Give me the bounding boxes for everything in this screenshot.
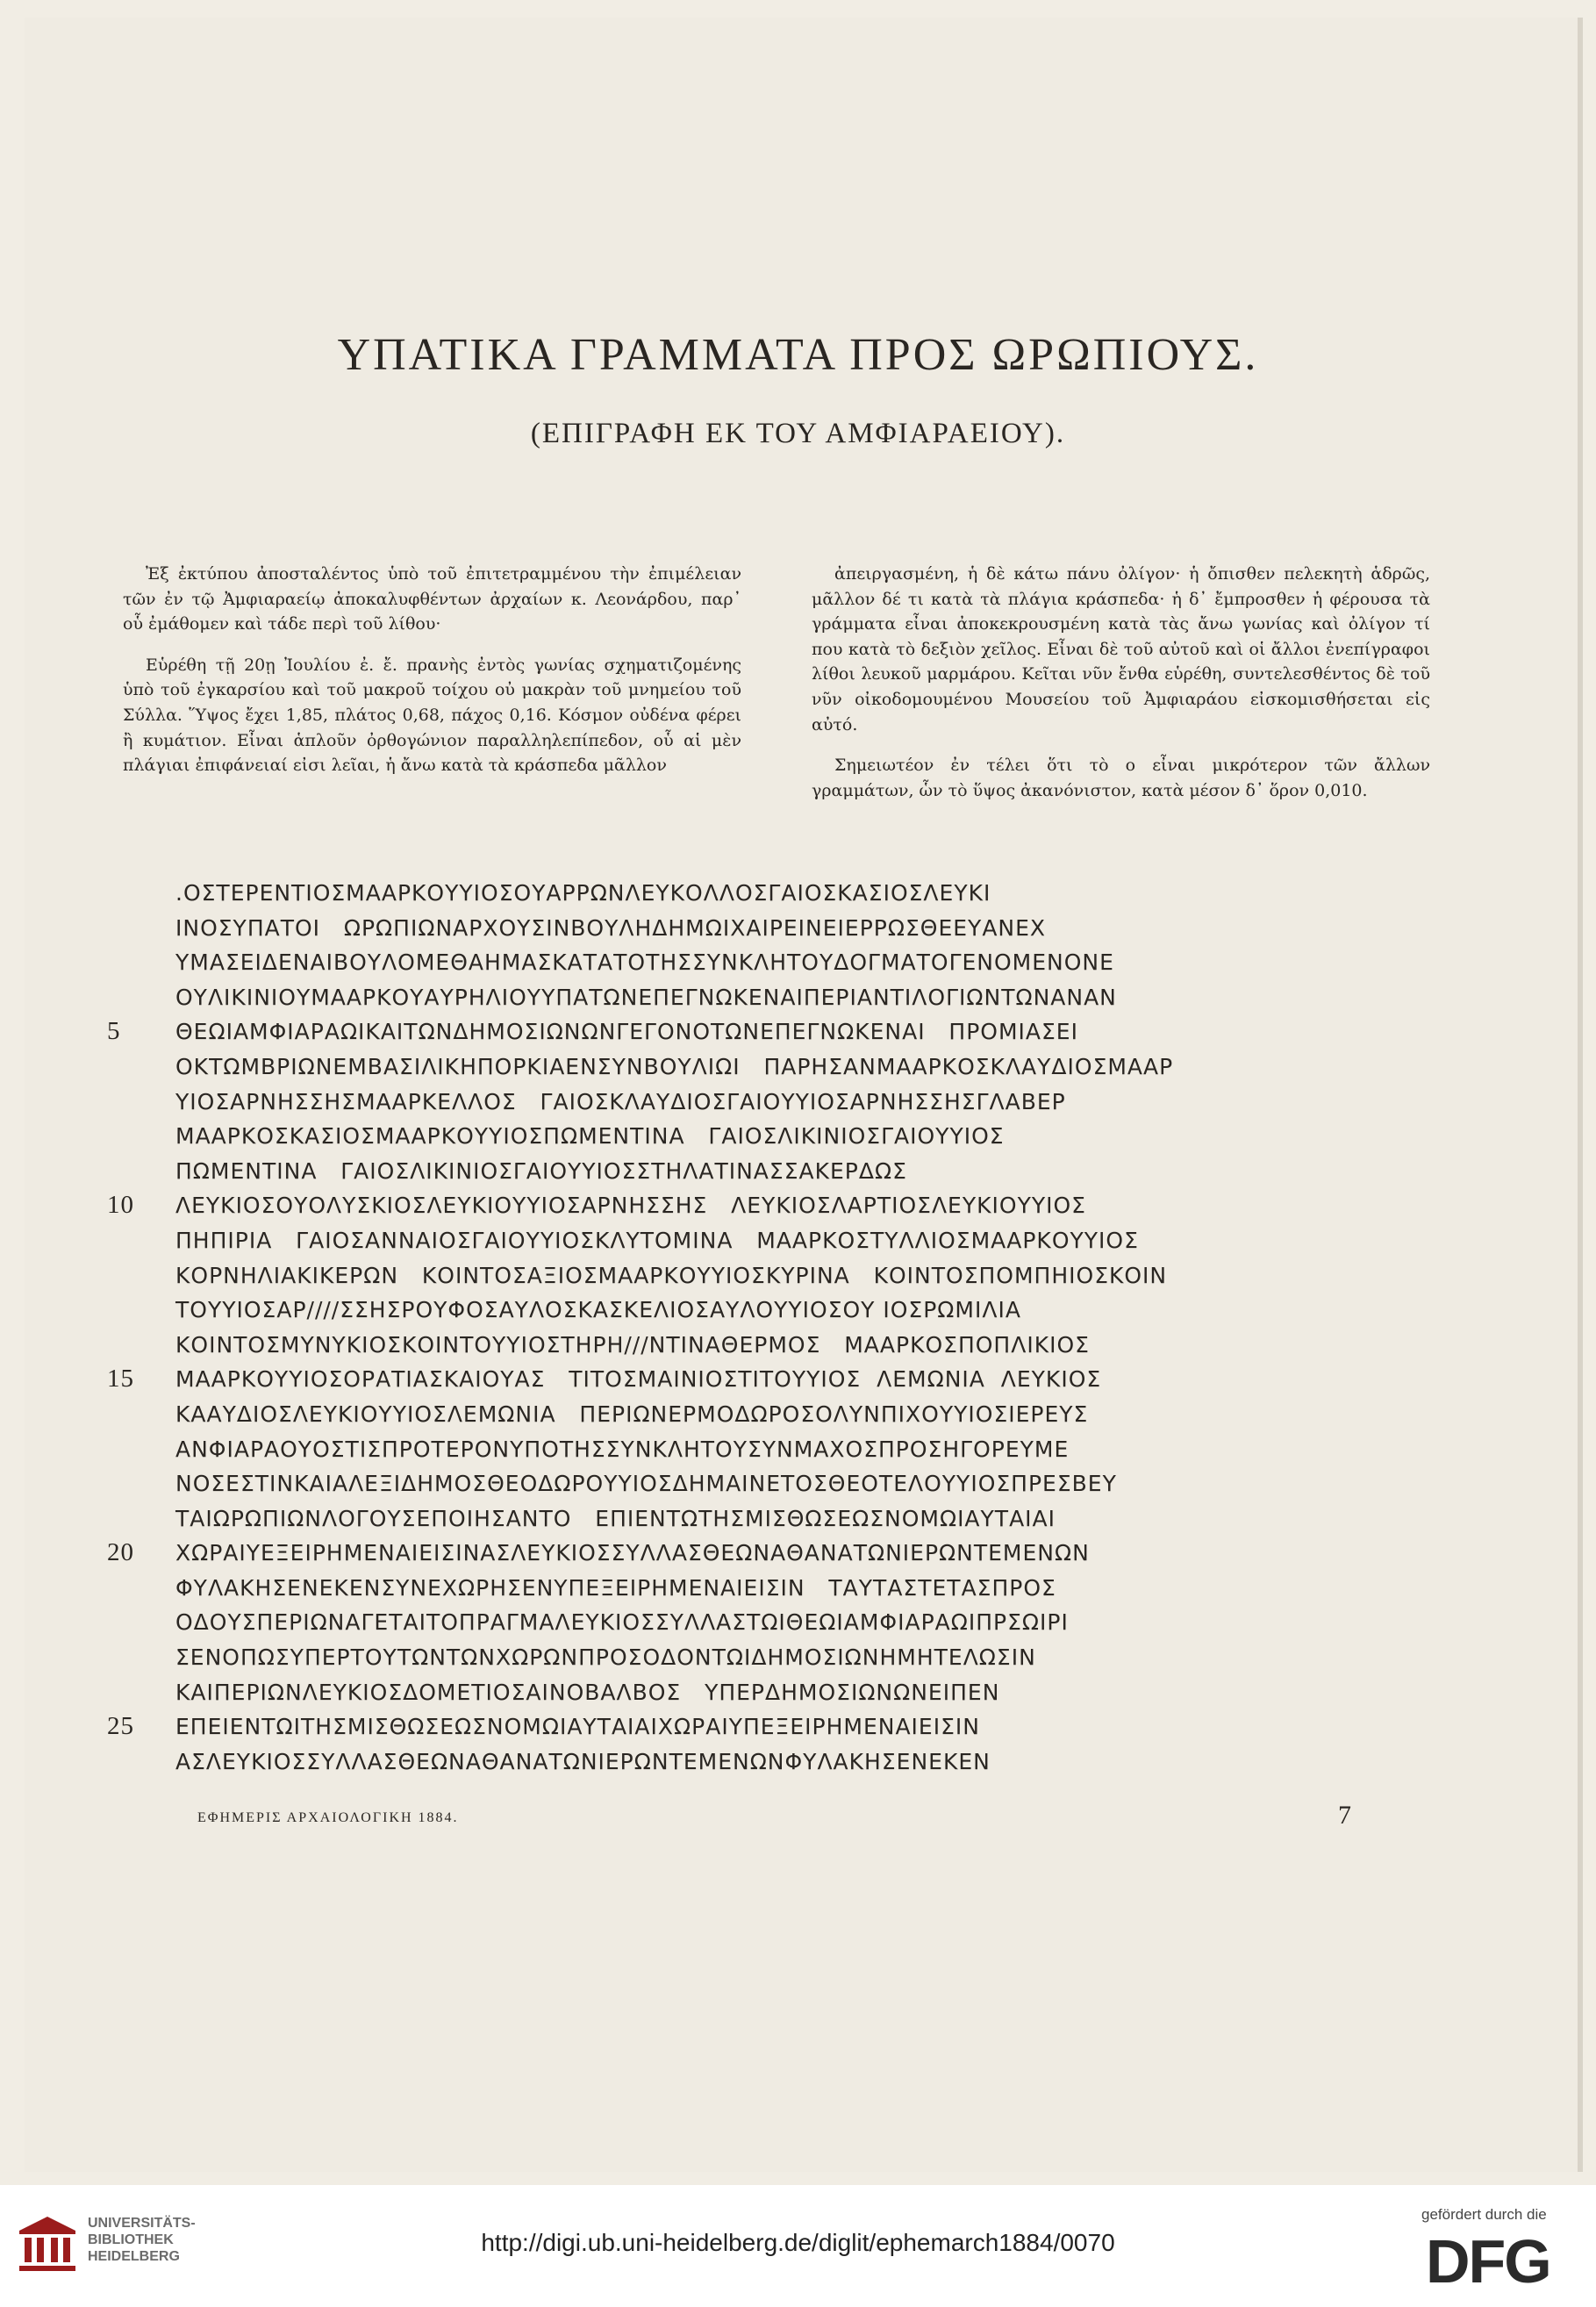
inscription-line — [175, 1432, 1448, 1467]
inscription-line — [175, 980, 1448, 1015]
inscription-text: ΟΚΤΩΜΒΡΙΩΝΕΜΒΑΣΙΛΙΚΗΠΟΡΚΙΑΕΝΣΥΝΒΟΥΛΙΩΙ ΠΑΡΗΣΑΝΜΑΑΡΚΟΣΚΛΑΥΔΙΟΣΜΑΑΡ — [175, 1053, 1174, 1079]
permalink-url[interactable]: http://digi.ub.uni-heidelberg.de/diglit/ephemarch1884/0070 — [481, 2229, 1115, 2256]
page-number: 7 — [1338, 1801, 1351, 1830]
inscription-line — [175, 1258, 1448, 1293]
running-head: ΕΦΗΜΕΡΙΣ ΑΡΧΑΙΟΛΟΓΙΚΗ 1884. — [197, 1810, 459, 1825]
inscription-text: ΕΠΕΙΕΝΤΩΙΤΗΣΜΙΣΘΩΣΕΩΣΝΟΜΩΙΑΥΤΑΙΑΙΧΩΡΑΙΥΠΕΞΕΙΡΗΜΕΝΑΙΕΙΣΙΝ — [175, 1714, 980, 1740]
inscription-text: ΤΑΙΩΡΩΠΙΩΝΛΟΓΟΥΣΕΠΟΙΗΣΑΝΤΟ ΕΠΙΕΝΤΩΤΗΣΜΙΣΘΩΣΕΩΣΝΟΜΩΙΑΥΤΑΙΑΙ — [175, 1505, 1056, 1531]
library-name-line: UNIVERSITÄTS- — [88, 2216, 196, 2231]
inscription-text: ΚΟΡΝΗΛΙΑΚΙΚΕΡΩΝ ΚΟΙΝΤΟΣΑΞΙΟΣΜΑΑΡΚΟΥΥΙΟΣΚΥΡΙΝΑ ΚΟΙΝΤΟΣΠΟΜΠΗΙΟΣΚΟΙΝ — [175, 1262, 1168, 1288]
inscription-line — [175, 945, 1448, 980]
inscription-text: ΙΝΟΣΥΠΑΤΟΙ ΩΡΩΠΙΩΝΑΡΧΟΥΣΙΝΒΟΥΛΗΔΗΜΩΙΧΑΙΡΕΙΝΕΙΕΡΡΩΣΘΕΕΥΑΝΕΧ — [175, 914, 1047, 941]
inscription-line — [175, 1675, 1448, 1710]
inscription-line — [175, 876, 1448, 911]
line-number: 15 — [107, 1365, 134, 1394]
inscription-text: ΥΙΟΣΑΡΝΗΣΣΗΣΜΑΑΡΚΕΛΛΟΣ ΓΑΙΟΣΚΛΑΥΔΙΟΣΓΑΙΟΥΥΙΟΣΑΡΝΗΣΣΗΣΓΛΑΒΕΡ — [175, 1088, 1066, 1114]
inscription-text: ΥΜΑΣΕΙΔΕΝΑΙΒΟΥΛΟΜΕΘΑΗΜΑΣΚΑΤΑΤΟΤΗΣΣΥΝΚΛΗΤΟΥΔΟΓΜΑΤΟΓΕΝΟΜΕΝΟΝΕ — [175, 949, 1114, 976]
inscription-line — [175, 1640, 1448, 1675]
paragraph: Σημειωτέον ἐν τέλει ὅτι τὸ ο εἶναι μικρότερον τῶν ἄλλων γραμμάτων, ὧν τὸ ὕψος ἀκανόνιστον, κατὰ μέσον δ᾽ ὅρον 0,010. — [812, 756, 1430, 800]
inscription-line — [175, 1501, 1448, 1537]
inscription-text: ΠΗΠΙΡΙΑ ΓΑΙΟΣΑΝΝΑΙΟΣΓΑΙΟΥΥΙΟΣΚΛΥΤΟΜΙΝΑ ΜΑΑΡΚΟΣΤΥΛΛΙΟΣΜΑΑΡΚΟΥΥΙΟΣ — [175, 1227, 1139, 1253]
inscription-line — [175, 1223, 1448, 1258]
inscription-text: ΟΔΟΥΣΠΕΡΙΩΝΑΓΕΤΑΙΤΟΠΡΑΓΜΑΛΕΥΚΙΟΣΣΥΛΛΑΣΤΩΙΘΕΩΙΑΜΦΙΑΡΑΩΙΠΡΣΩΙΡΙ — [175, 1609, 1069, 1636]
right-text-column — [812, 562, 1430, 803]
viewer-footer — [0, 2185, 1596, 2307]
line-number: 5 — [107, 1017, 121, 1046]
inscription-line — [175, 1571, 1448, 1606]
line-number: 25 — [107, 1712, 134, 1741]
dfg-logo: DFG — [1426, 2227, 1550, 2296]
inscription-text: ΠΩΜΕΝΤΙΝΑ ΓΑΙΟΣΛΙΚΙΝΙΟΣΓΑΙΟΥΥΙΟΣΣΤΗΛΑΤΙΝΑΣΣΑΚΕΡΔΩΣ — [175, 1157, 907, 1184]
inscription-line — [107, 1188, 1448, 1223]
paragraph: Ἐξ ἐκτύπου ἀποσταλέντος ὑπὸ τοῦ ἐπιτετραμμένου τὴν ἐπιμέλειαν τῶν ἐν τῷ Ἀμφιαραείῳ ἀποκαλυφθέντων ἀρχαίων κ. Λεονάρδου, παρ᾽ οὗ ἐμάθομεν καὶ τάδε περὶ τοῦ λίθου· — [123, 564, 741, 634]
inscription-line — [175, 1328, 1448, 1363]
line-number: 10 — [107, 1191, 134, 1220]
page-title: ΥΠΑΤΙΚΑ ΓΡΑΜΜΑΤΑ ΠΡΟΣ ΩΡΩΠΙΟΥΣ. — [337, 330, 1259, 380]
inscription-line — [175, 1119, 1448, 1154]
inscription-text: ΚΑΑΥΔΙΟΣΛΕΥΚΙΟΥΥΙΟΣΛΕΜΩΝΙΑ ΠΕΡΙΩΝΕΡΜΟΔΩΡΟΣΟΛΥΝΠΙΧΟΥΥΙΟΣΙΕΡΕΥΣ — [175, 1401, 1089, 1427]
inscription-text: ΑΣΛΕΥΚΙΟΣΣΥΛΛΑΣΘΕΩΝΑΘΑΝΑΤΩΝΙΕΡΩΝΤΕΜΕΝΩΝΦΥΛΑΚΗΣΕΝΕΚΕΝ — [175, 1748, 991, 1774]
inscription-line — [175, 1050, 1448, 1085]
left-text-column — [123, 562, 741, 778]
inscription-text: ΚΟΙΝΤΟΣΜΥΝΥΚΙΟΣΚΟΙΝΤΟΥΥΙΟΣΤΗΡΗ///ΝΤΙΝΑΘΕΡΜΟΣ ΜΑΑΡΚΟΣΠΟΠΛΙΚΙΟΣ — [175, 1331, 1090, 1358]
inscription-text: ΜΑΑΡΚΟΥΥΙΟΣΟΡΑΤΙΑΣΚΑΙΟΥΑΣ ΤΙΤΟΣΜΑΙΝΙΟΣΤΙΤΟΥΥΙΟΣ ΛΕΜΩΝΙΑ ΛΕΥΚΙΟΣ — [175, 1366, 1102, 1393]
page-subtitle: (ΕΠΙΓΡΑΦΗ ΕΚ ΤΟΥ ΑΜΦΙΑΡΑΕΙΟΥ). — [530, 418, 1066, 449]
inscription-text: ΟΥΛΙΚΙΝΙΟΥΜΑΑΡΚΟΥΑΥΡΗΛΙΟΥΥΠΑΤΩΝΕΠΕΓΝΩΚΕΝΑΙΠΕΡΙΑΝΤΙΛΟΓΙΩΝΤΩΝΑΝΑΝ — [175, 984, 1117, 1010]
inscription-line — [107, 1536, 1448, 1571]
inscription-text: ΧΩΡΑΙΥΕΞΕΙΡΗΜΕΝΑΙΕΙΣΙΝΑΣΛΕΥΚΙΟΣΣΥΛΛΑΣΘΕΩΝΑΘΑΝΑΤΩΝΙΕΡΩΝΤΕΜΕΝΩΝ — [175, 1540, 1090, 1566]
inscription-text: ΘΕΩΙΑΜΦΙΑΡΑΩΙΚΑΙΤΩΝΔΗΜΟΣΙΩΝΩΝΓΕΓΟΝΟΤΩΝΕΠΕΓΝΩΚΕΝΑΙ ΠΡΟΜΙΑΣΕΙ — [175, 1019, 1078, 1045]
inscription-text: ΜΑΑΡΚΟΣΚΑΣΙΟΣΜΑΑΡΚΟΥΥΙΟΣΠΩΜΕΝΤΙΝΑ ΓΑΙΟΣΛΙΚΙΝΙΟΣΓΑΙΟΥΥΙΟΣ — [175, 1123, 1005, 1150]
inscription-text: ΝΟΣΕΣΤΙΝΚΑΙΑΛΕΞΙΔΗΜΟΣΘΕΟΔΩΡΟΥΥΙΟΣΔΗΜΑΙΝΕΤΟΣΘΕΟΤΕΛΟΥΥΙΟΣΠΡΕΣΒΕΥ — [175, 1471, 1117, 1497]
inscription-text: ΛΕΥΚΙΟΣΟΥΟΛΥΣΚΙΟΣΛΕΥΚΙΟΥΥΙΟΣΑΡΝΗΣΣΗΣ ΛΕΥΚΙΟΣΛΑΡΤΙΟΣΛΕΥΚΙΟΥΥΙΟΣ — [175, 1193, 1086, 1219]
inscription-line — [175, 1085, 1448, 1120]
inscription-line — [175, 1745, 1448, 1780]
inscription-text: ΣΕΝΟΠΩΣΥΠΕΡΤΟΥΤΩΝΤΩΝΧΩΡΩΝΠΡΟΣΟΔΟΝΤΩΙΔΗΜΟΣΙΩΝΗΜΗΤΕΛΩΣΙΝ — [175, 1644, 1036, 1671]
inscription-line — [175, 1466, 1448, 1501]
library-name-line: HEIDELBERG — [88, 2249, 180, 2264]
inscription-line — [107, 1362, 1448, 1397]
inscription-line — [175, 1293, 1448, 1328]
inscription-text: ΦΥΛΑΚΗΣΕΝΕΚΕΝΣΥΝΕΧΩΡΗΣΕΝΥΠΕΞΕΙΡΗΜΕΝΑΙΕΙΣΙΝ ΤΑΥΤΑΣΤΕΤΑΣΠΡΟΣ — [175, 1574, 1056, 1601]
paragraph: ἀπειργασμένη, ἡ δὲ κάτω πάνυ ὀλίγον· ἡ ὄπισθεν πελεκητὴ ἁδρῶς, μᾶλλον δέ τι κατὰ τὰ πλάγια κράσπεδα· ἡ δ᾽ ἔμπροσθεν ἡ φέρουσα τὰ γράμματα εἶναι ἀποκεκρουσμένη κατὰ τὰς ἄνω γωνίας καὶ ὀλίγον τί που κατὰ τὸ δεξιὸν χεῖλος. Εἶναι δὲ τοῦ αὐτοῦ καὶ οἱ ἄλλοι ἐνεπίγραφοι λίθοι λευκοῦ μαρμάρου. Κεῖται νῦν ἔνθα εὑρέθη, συντελεσθέντος δὲ τοῦ νῦν οἰκοδομουμένου Μουσείου τοῦ Ἀμφιαράου εἰσκομισθήσεται εἰς αὐτό. — [812, 564, 1430, 734]
funding-note: gefördert durch die — [1421, 2206, 1547, 2223]
inscription-line — [175, 1605, 1448, 1640]
inscription-line — [175, 1397, 1448, 1432]
inscription-line — [107, 1709, 1448, 1745]
inscription-line — [107, 1014, 1448, 1050]
paragraph: Εὑρέθη τῇ 20ῃ Ἰουλίου ἐ. ἔ. πρανὴς ἐντὸς γωνίας σχηματιζομένης ὑπὸ τοῦ ἐγκαρσίου καὶ τοῦ μακροῦ τοίχου οὐ μακρὰν τοῦ μνημείου τοῦ Σύλλα. Ὕψος ἔχει 1,85, πλάτος 0,68, πάχος 0,16. Κόσμον οὐδένα φέρει ἢ κυμάτιον. Εἶναι ἁπλοῦν ὀρθογώνιον παραλληλεπίπεδον, οὗ αἱ μὲν πλάγιαι ἐπιφάνειαί εἰσι λεῖαι, ἡ ἄνω κατὰ τὰ κράσπεδα μᾶλλον — [123, 655, 741, 776]
inscription-text: ΑΝΦΙΑΡΑΟΥΟΣΤΙΣΠΡΟΤΕΡΟΝΥΠΟΤΗΣΣΥΝΚΛΗΤΟΥΣΥΝΜΑΧΟΣΠΡΟΣΗΓΟΡΕΥΜΕ — [175, 1436, 1070, 1462]
line-number: 20 — [107, 1538, 134, 1567]
inscription-transcription — [107, 876, 1448, 1779]
inscription-text: .ΟΣΤΕΡΕΝΤΙΟΣΜΑΑΡΚΟΥΥΙΟΣΟΥΑΡΡΩΝΛΕΥΚΟΛΛΟΣΓΑΙΟΣΚΑΣΙΟΣΛΕΥΚΙ — [175, 880, 991, 906]
inscription-line — [175, 1154, 1448, 1189]
library-name-line: BIBLIOTHEK — [88, 2232, 174, 2247]
inscription-text: ΤΟΥΥΙΟΣΑΡ////ΣΣΗΣΡΟΥΦΟΣΑΥΛΟΣΚΑΣΚΕΛΙΟΣΑΥΛΟΥΥΙΟΣΟΥ ΙΟΣΡΩΜΙΛΙΑ — [175, 1297, 1021, 1323]
inscription-line — [175, 911, 1448, 946]
inscription-text: ΚΑΙΠΕΡΙΩΝΛΕΥΚΙΟΣΔΟΜΕΤΙΟΣΑΙΝΟΒΑΛΒΟΣ ΥΠΕΡΔΗΜΟΣΙΩΝΩΝΕΙΠΕΝ — [175, 1679, 1000, 1705]
